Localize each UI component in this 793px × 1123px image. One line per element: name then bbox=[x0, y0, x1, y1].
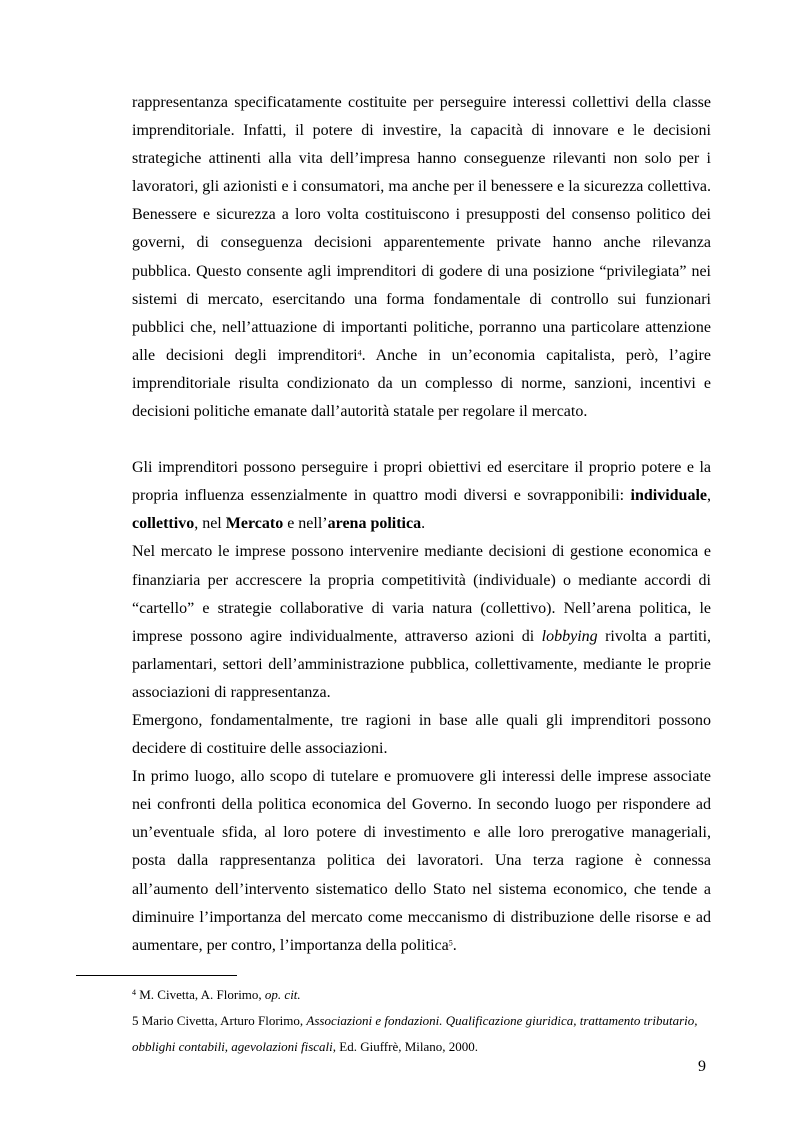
paragraph-3-text: Nel mercato le imprese possono intervenire mediante decisioni di gestione economica e finanziaria per accrescere la propria competitività (individuale) o mediante accordi di “cartello” e strategie collaborative di varia natura (collettivo). Nell’arena politica, le imprese possono agire individualmente, attraverso azioni di bbox=[132, 543, 711, 645]
bold-term-mercato: Mercato bbox=[225, 515, 284, 533]
paragraph-1 bbox=[132, 89, 711, 426]
footnote-text: Mario Civetta, Arturo Florimo, bbox=[138, 1013, 307, 1028]
page-number: 9 bbox=[698, 1058, 706, 1075]
body-text bbox=[132, 89, 711, 960]
separator: e nell’ bbox=[283, 515, 328, 533]
bold-term-arena-politica: arena politica bbox=[327, 515, 422, 533]
footnote-italic: op. cit. bbox=[264, 987, 301, 1002]
bold-term-collettivo: collettivo bbox=[132, 515, 195, 533]
footnote-ref-5[interactable]: 5 bbox=[448, 938, 453, 948]
footnote-text-after: , Ed. Giuffrè, Milano, 2000. bbox=[332, 1039, 479, 1054]
footnote-5 bbox=[132, 1008, 716, 1060]
paragraph-1-text: rappresentanza specificatamente costituite per perseguire interessi collettivi della classe imprenditoriale. Infatti, il potere di investire, la capacità di innovare e le decisioni strategiche attinenti alla vita dell’impresa hanno conseguenze rilevanti non solo per i lavoratori, gli azionisti e i consumatori, ma anche per il benessere e la sicurezza collettiva. Benessere e sicurezza a loro volta costituiscono i presupposti del consenso politico dei governi, di conseguenza decisioni apparentemente private hanno anche rilevanza pubblica. Questo consente agli imprenditori di godere di una posizione “privilegiata” nei sistemi di mercato, esercitando una forma fondamentale di controllo sui funzionari pubblici che, nell’attuazione di importanti politiche, porranno una particolare attenzione alle decisioni degli imprenditori bbox=[132, 94, 711, 364]
footnote-number: 5 bbox=[132, 1013, 139, 1028]
paragraph-4: Emergono, fondamentalmente, tre ragioni in base alle quali gli imprenditori possono decidere di costituire delle associazioni. bbox=[132, 711, 711, 758]
paragraph-3-text-after: rivolta a partiti, parlamentari, settori dell’amministrazione pubblica, collettivamente, mediante le proprie associazioni di rappresentanza. bbox=[132, 627, 712, 701]
italic-term-lobbying: lobbying bbox=[541, 627, 598, 645]
footnote-text: M. Civetta, A. Florimo, bbox=[136, 987, 265, 1002]
footnote-separator bbox=[76, 975, 237, 976]
footnote-italic: Associazioni e fondazioni. Qualificazione giuridica, trattamento tributario, obblighi contabili, agevolazioni fiscali bbox=[132, 1013, 698, 1054]
paragraph-2 bbox=[132, 454, 711, 538]
bold-term-individuale: individuale bbox=[630, 487, 707, 505]
paragraph-gap bbox=[132, 426, 711, 454]
footnotes bbox=[132, 982, 716, 1060]
footnote-ref-4[interactable]: 4 bbox=[357, 348, 362, 358]
paragraph-5-text: In primo luogo, allo scopo di tutelare e promuovere gli interessi delle imprese associate nei confronti della politica economica del Governo. In secondo luogo per rispondere ad un’eventuale sfida, al loro potere di investimento e alle loro prerogative manageriali, posta dalla rappresentanza politica dei lavoratori. Una terza ragione è connessa all’aumento dell’intervento sistematico dello Stato nel sistema economico, che tende a diminuire l’importanza del mercato come meccanismo di distribuzione delle risorse e ad aumentare, per contro, l’importanza della politica bbox=[132, 768, 711, 954]
paragraph-5-text-after: . bbox=[452, 936, 457, 954]
paragraph-5 bbox=[132, 763, 711, 960]
separator: , nel bbox=[194, 515, 226, 533]
paragraph-3 bbox=[132, 538, 711, 707]
paragraph-2-end: . bbox=[421, 515, 426, 533]
paragraph-1-text-after: . Anche in un’economia capitalista, però, l’agire imprenditoriale risulta condizionato da un complesso di norme, sanzioni, incentivi e decisioni politiche emanate dall’autorità statale per regolare il mercato. bbox=[132, 346, 711, 421]
paragraph-2-text: Gli imprenditori possono perseguire i propri obiettivi ed esercitare il proprio potere e la propria influenza essenzialmente in quattro modi diversi e sovrapponibili: bbox=[132, 459, 711, 505]
footnote-4: $^4$ M. Civetta, A. Florimo, op. cit. bbox=[132, 987, 301, 1002]
separator: , bbox=[707, 487, 711, 505]
